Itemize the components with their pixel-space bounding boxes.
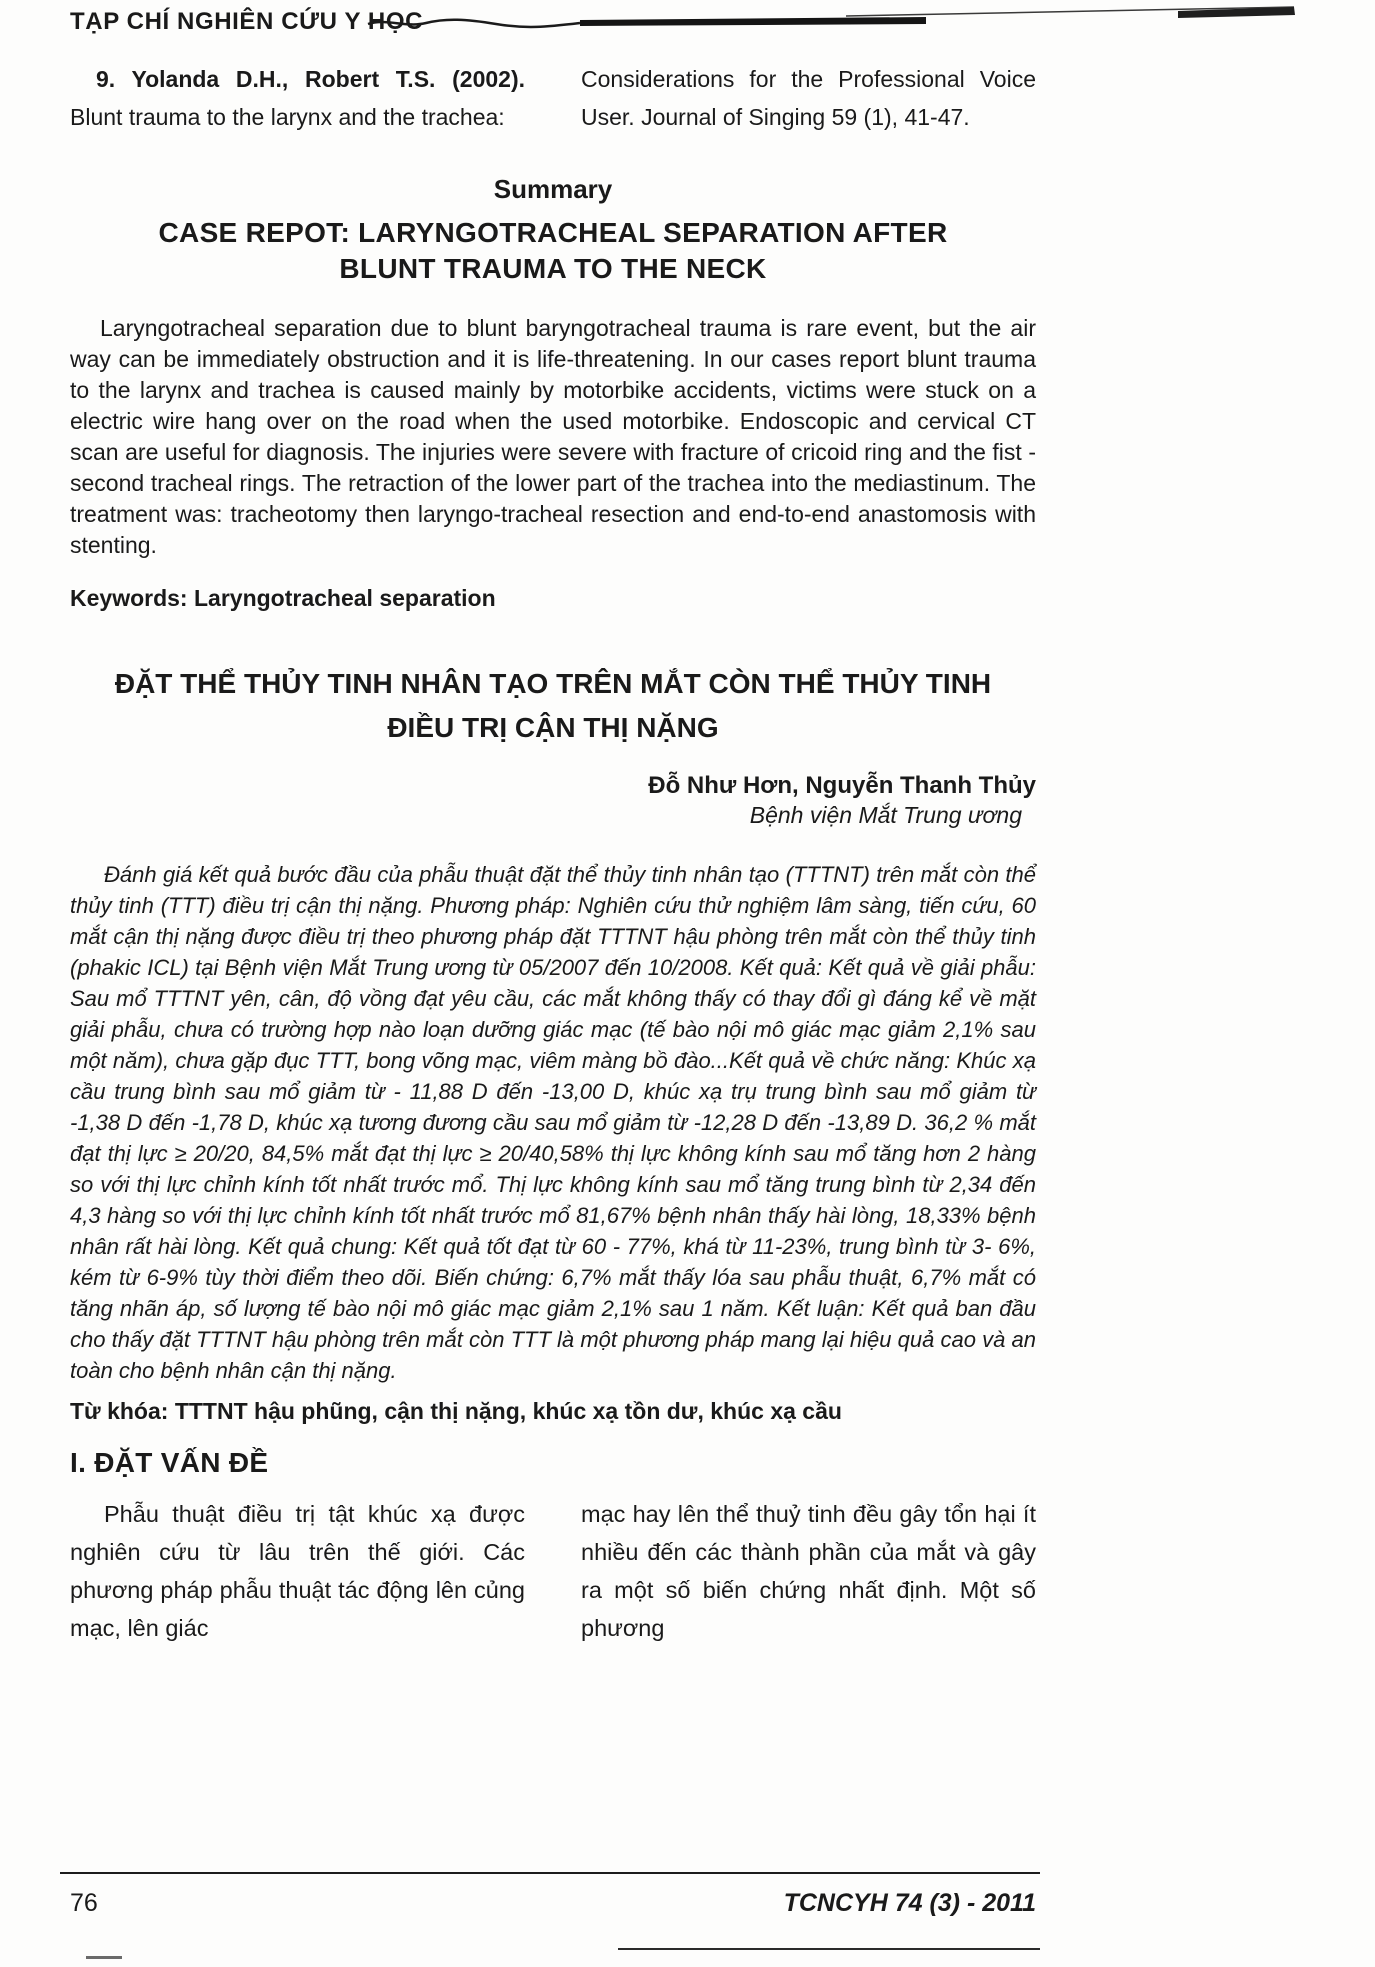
scan-artifact-dash [86,1956,122,1959]
reference-title-left: Blunt trauma to the larynx and the trachea: [70,104,505,130]
introduction-columns [70,1495,1036,1647]
article-title-english-line1: CASE REPOT: LARYNGOTRACHEAL SEPARATION AFTER [158,217,948,248]
english-keywords [70,585,1036,612]
article-title-english-line2: BLUNT TRAUMA TO THE NECK [339,253,767,284]
introduction-column-left: Phẫu thuật điều trị tật khúc xạ được nghiên cứu từ lâu trên thế giới. Các phương pháp phẫu thuật tác động lên củng mạc, lên giác [70,1501,525,1641]
vietnamese-keywords-label: Từ khóa: [70,1398,169,1424]
footer-rule [60,1872,1040,1874]
author-names: Đỗ Như Hơn, Nguyễn Thanh Thủy [648,772,1036,799]
english-keywords-label: Keywords: [70,585,188,611]
article-title-vietnamese-line1: ĐẶT THỂ THỦY TINH NHÂN TẠO TRÊN MẮT CÒN THỂ THỦY TINH [114,668,992,699]
reference-continuation: Considerations for the Professional Voice User. Journal of Singing 59 (1), 41-47. [581,66,1036,130]
vietnamese-keywords [70,1398,1036,1425]
article-title-vietnamese [70,662,1036,750]
article-title-vietnamese-line2: ĐIỀU TRỊ CẬN THỊ NẶNG [387,712,719,743]
article-title-english [70,215,1036,287]
reference-authors: 9. Yolanda D.H., Robert T.S. (2002). [96,66,525,92]
journal-header: TẠP CHÍ NGHIÊN CỨU Y HỌC [70,8,424,35]
reference-item [70,60,525,136]
journal-citation: TCNCYH 74 (3) - 2011 [783,1889,1036,1917]
vietnamese-abstract: Đánh giá kết quả bước đầu của phẫu thuật đặt thể thủy tinh nhân tạo (TTTNT) trên mắt còn thể thủy tinh (TTT) điều trị cận thị nặng. Phương pháp: Nghiên cứu thử nghiệm lâm sàng, tiến cứu, 60 mắt cận thị nặng được điều trị theo phương pháp đặt TTTNT hậu phòng trên mắt còn thể thủy tinh (phakic ICL) tại Bệnh viện Mắt Trung ương từ 05/2007 đến 10/2008. Kết quả: Kết quả về giải phẫu: Sau mổ TTTNT yên, cân, độ vồng đạt yêu cầu, các mắt không thấy có thay đổi gì đáng kể về mặt giải phẫu, chưa có trường hợp nào loạn dưỡng giác mạc (tế bào nội mô giác mạc giảm 2,1% sau một năm), chưa gặp đục TTT, bong võng mạc, viêm màng bồ đào...Kết quả về chức năng: Khúc xạ cầu trung bình sau mổ giảm từ - 11,88 D đến -13,00 D, khúc xạ trụ trung bình sau mổ giảm từ -1,38 D đến -1,78 D, khúc xạ tương đương cầu sau mổ giảm từ -12,28 D đến -13,89 D. 36,2 % mắt đạt thị lực ≥ 20/20, 84,5% mắt đạt thị lực ≥ 20/40,58% thị lực không kính sau mổ tăng hơn 2 hàng so với thị lực chỉnh kính tốt nhất trước mổ. Thị lực không kính sau mổ tăng trung bình từ 2,34 đến 4,3 hàng so với thị lực chỉnh kính tốt nhất trước mổ 81,67% bệnh nhân thấy hài lòng, 18,33% bệnh nhân rất hài lòng. Kết quả chung: Kết quả tốt đạt từ 60 - 77%, khá từ 11-23%, trung bình từ 3- 6%, kém từ 6-9% tùy thời điểm theo dõi. Biến chứng: 6,7% mắt thấy lóa sau phẫu thuật, 6,7% mắt có tăng nhãn áp, số lượng tế bào nội mô giác mạc giảm 2,1% sau 1 năm. Kết luận: Kết quả ban đầu cho thấy đặt TTTNT hậu phòng trên mắt còn TTT là một phương pháp mang lại hiệu quả cao và an toàn cho bệnh nhân cận thị nặng. [70,862,1036,1383]
footer [70,1888,1036,1918]
section-heading-introduction: I. ĐẶT VẤN ĐỀ [70,1447,269,1478]
author-affiliation: Bệnh viện Mắt Trung ương [749,802,1022,828]
vietnamese-keywords-value: TTTNT hậu phũng, cận thị nặng, khúc xạ tồn dư, khúc xạ cầu [174,1398,842,1424]
footer-subline [618,1948,1040,1950]
page-number: 76 [70,1889,98,1917]
summary-heading: Summary [493,174,613,204]
introduction-column-right: mạc hay lên thể thuỷ tinh đều gây tổn hại ít nhiều đến các thành phần của mắt và gây ra một số biến chứng nhất định. Một số phương [581,1501,1036,1641]
english-keywords-value: Laryngotracheal separation [193,585,496,611]
page-content [70,0,1036,1647]
references-section [70,60,1036,136]
english-abstract: Laryngotracheal separation due to blunt baryngotracheal trauma is rare event, but the air way can be immediately obstruction and it is life-threatening. In our cases report blunt trauma to the larynx and trachea is caused mainly by motorbike accidents, victims were stuck on a electric wire hang over on the road when the used motorbike. Endoscopic and cervical CT scan are useful for diagnosis. The injuries were severe with fracture of cricoid ring and the fist - second tracheal rings. The retraction of the lower part of the trachea into the mediastinum. The treatment was: tracheotomy then laryngo-tracheal resection and end-to-end anastomosis with stenting. [70,315,1036,558]
